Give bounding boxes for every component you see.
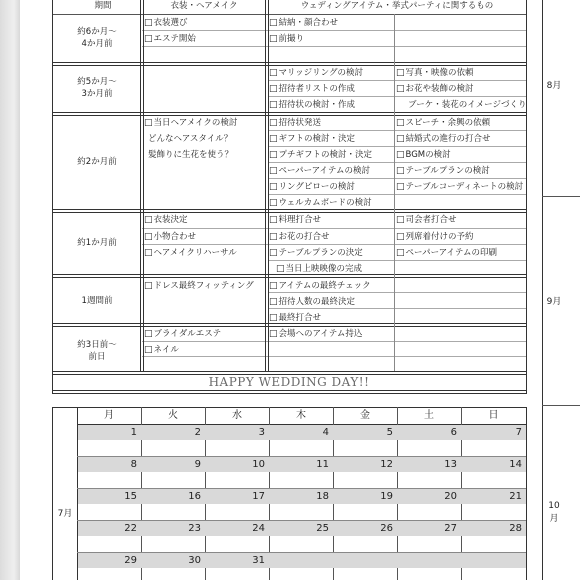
side-month-oct-line1: 10 <box>548 501 560 511</box>
week-band <box>78 457 526 472</box>
day-number[interactable]: 30 <box>188 555 201 566</box>
day-number[interactable]: 28 <box>509 523 522 534</box>
day-number[interactable]: 7 <box>515 427 522 438</box>
rule <box>52 112 526 116</box>
rule <box>142 356 526 357</box>
weekday-thu: 木 <box>296 410 306 421</box>
task-item[interactable]: □ テーブルプランの検討 <box>396 165 490 177</box>
task-item[interactable]: □ お花や装飾の検討 <box>396 83 474 95</box>
header-period: 期間 <box>94 1 112 11</box>
period-r2-line2: 3か月前 <box>81 89 113 99</box>
weekday-mon: 月 <box>104 410 114 421</box>
task-item[interactable]: □ ネイル <box>144 344 179 356</box>
rule <box>268 130 526 131</box>
rule <box>52 209 526 213</box>
side-month-aug: 8月 <box>546 81 562 91</box>
task-item[interactable]: □ 小物合わせ <box>144 231 196 243</box>
rule <box>142 228 526 229</box>
task-item[interactable]: □ ヘアメイクリハーサル <box>144 247 237 259</box>
task-item[interactable]: □ 料理打合せ <box>269 214 321 226</box>
rule <box>542 405 580 406</box>
header-beauty: 衣装・ヘアメイク <box>170 1 238 11</box>
rule <box>52 62 526 66</box>
day-number[interactable]: 9 <box>194 459 201 470</box>
day-number[interactable]: 2 <box>194 427 201 438</box>
task-item[interactable]: □ ドレス最終フィッティング <box>144 280 254 292</box>
rule <box>142 341 526 342</box>
rule <box>268 80 526 81</box>
day-number[interactable]: 17 <box>252 491 265 502</box>
task-item[interactable]: □ テーブルプランの決定 <box>269 247 363 259</box>
rule <box>268 194 526 195</box>
week-band <box>78 425 526 440</box>
task-item[interactable]: □ ブライダルエステ <box>144 328 221 340</box>
task-subitem: 髪飾りに生花を使う？ <box>148 150 234 160</box>
day-number[interactable]: 20 <box>444 491 457 502</box>
day-number[interactable]: 13 <box>444 459 457 470</box>
day-number[interactable]: 24 <box>252 523 265 534</box>
period-r5: 1週間前 <box>81 296 113 306</box>
day-number[interactable]: 8 <box>130 459 137 470</box>
period-r1-line1: 約6か月～ <box>77 27 117 37</box>
task-item[interactable]: □ アイテムの最終チェック <box>269 280 371 292</box>
day-number[interactable]: 14 <box>509 459 522 470</box>
task-item[interactable]: □ 司会者打合せ <box>396 214 457 226</box>
header-wedding: ウェディングアイテム・挙式パーティに関するもの <box>300 1 494 11</box>
period-r6-line1: 約3日前～ <box>77 340 117 350</box>
side-month-oct-line2: 月 <box>549 514 559 524</box>
day-number[interactable]: 11 <box>316 459 329 470</box>
task-item[interactable]: □ 最終打合せ <box>269 312 321 324</box>
day-number[interactable]: 3 <box>258 427 265 438</box>
task-item[interactable]: □ 招待状の検討・作成 <box>269 99 355 111</box>
rule <box>268 260 526 261</box>
weekday-tue: 火 <box>168 410 178 421</box>
task-item[interactable]: □ 当日上映映像の完成 <box>276 263 362 275</box>
period-r2-line1: 約5か月～ <box>77 77 117 87</box>
period-r4: 約1か月前 <box>77 238 117 248</box>
day-number[interactable]: 18 <box>316 491 329 502</box>
weekday-sat: 土 <box>424 410 434 421</box>
rule <box>268 96 526 97</box>
task-item[interactable]: □ テーブルコーディネートの検討 <box>396 181 523 193</box>
task-item[interactable]: □ 前撮り <box>269 33 304 45</box>
page-shadow <box>0 0 20 580</box>
task-subitem: どんなヘアスタイル？ <box>148 134 233 144</box>
period-r3: 約2か月前 <box>77 157 117 167</box>
task-item[interactable]: □ ギフトの検討・決定 <box>269 133 355 145</box>
day-number[interactable]: 15 <box>124 491 137 502</box>
task-item[interactable]: □ 衣装選び <box>144 17 188 29</box>
task-item[interactable]: □ スピーチ・余興の依頼 <box>396 117 490 129</box>
task-item[interactable]: □ 招待状発送 <box>269 117 321 129</box>
rule <box>142 244 526 245</box>
day-number[interactable]: 26 <box>380 523 393 534</box>
rule <box>142 46 526 47</box>
rule <box>140 0 144 371</box>
task-item[interactable]: □ BGMの検討 <box>396 149 451 161</box>
day-number[interactable]: 21 <box>509 491 522 502</box>
weekday-wed: 水 <box>232 410 242 421</box>
task-item[interactable]: □ お花の打合せ <box>269 231 330 243</box>
day-number[interactable]: 5 <box>386 427 393 438</box>
weekday-fri: 金 <box>360 410 370 421</box>
happy-wedding-day-banner: HAPPY WEDDING DAY!! <box>208 375 370 389</box>
task-item[interactable]: □ 結納・顔合わせ <box>269 17 338 29</box>
rule <box>268 308 526 309</box>
rule <box>52 390 526 394</box>
rule <box>268 162 526 163</box>
rule <box>526 0 527 394</box>
rule <box>268 292 526 293</box>
day-number[interactable]: 29 <box>124 555 137 566</box>
task-item[interactable]: □ 招待者リストの作成 <box>269 83 355 95</box>
side-month-sep: 9月 <box>546 297 562 307</box>
task-item[interactable]: □ 結婚式の進行の打合せ <box>396 133 491 145</box>
task-item[interactable]: □ 当日ヘアメイクの検討 <box>144 117 237 129</box>
day-number[interactable]: 4 <box>322 427 329 438</box>
task-item[interactable]: □ 衣装決定 <box>144 214 188 226</box>
rule <box>52 0 53 394</box>
task-item[interactable]: □ ペーパーアイテムの印刷 <box>396 247 497 259</box>
week-band <box>78 553 526 568</box>
task-item[interactable]: □ 会場へのアイテム持込 <box>269 328 362 340</box>
calendar-month-label: 7月 <box>57 509 73 519</box>
rule <box>542 196 580 197</box>
day-number[interactable]: 22 <box>124 523 137 534</box>
task-subitem: ブーケ・装花のイメージづくり <box>408 100 527 110</box>
task-item[interactable]: □ 列席着付けの予約 <box>396 231 474 243</box>
day-number[interactable]: 23 <box>188 523 201 534</box>
task-item[interactable]: □ リングピローの検討 <box>269 181 355 193</box>
task-item[interactable]: □ ペーパーアイテムの検討 <box>269 165 370 177</box>
day-number[interactable]: 25 <box>316 523 329 534</box>
rule <box>542 0 543 580</box>
task-item[interactable]: □ 写真・映像の依頼 <box>396 67 474 79</box>
day-number[interactable]: 31 <box>252 555 265 566</box>
day-number[interactable]: 6 <box>450 427 457 438</box>
task-item[interactable]: □ マリッジリングの検討 <box>269 67 363 79</box>
task-item[interactable]: □ エステ開始 <box>144 33 196 45</box>
rule <box>268 178 526 179</box>
week-band <box>78 489 526 504</box>
rule <box>52 407 53 580</box>
rule <box>268 146 526 147</box>
task-item[interactable]: □ ウェルカムボードの検討 <box>269 197 372 209</box>
period-r1-line2: 4か月前 <box>81 39 113 49</box>
day-number[interactable]: 10 <box>252 459 265 470</box>
day-number[interactable]: 19 <box>380 491 393 502</box>
weekday-sun: 日 <box>488 410 499 421</box>
task-item[interactable]: □ 招待人数の最終決定 <box>269 296 355 308</box>
day-number[interactable]: 12 <box>380 459 393 470</box>
period-r6-line2: 前日 <box>88 352 106 362</box>
task-item[interactable]: □ プチギフトの検討・決定 <box>269 149 372 161</box>
day-number[interactable]: 16 <box>188 491 201 502</box>
rule <box>142 30 526 31</box>
rule <box>52 14 526 15</box>
day-number[interactable]: 27 <box>444 523 457 534</box>
rule <box>526 407 527 580</box>
week-band <box>78 521 526 536</box>
day-number[interactable]: 1 <box>130 427 137 438</box>
rule <box>394 14 395 371</box>
